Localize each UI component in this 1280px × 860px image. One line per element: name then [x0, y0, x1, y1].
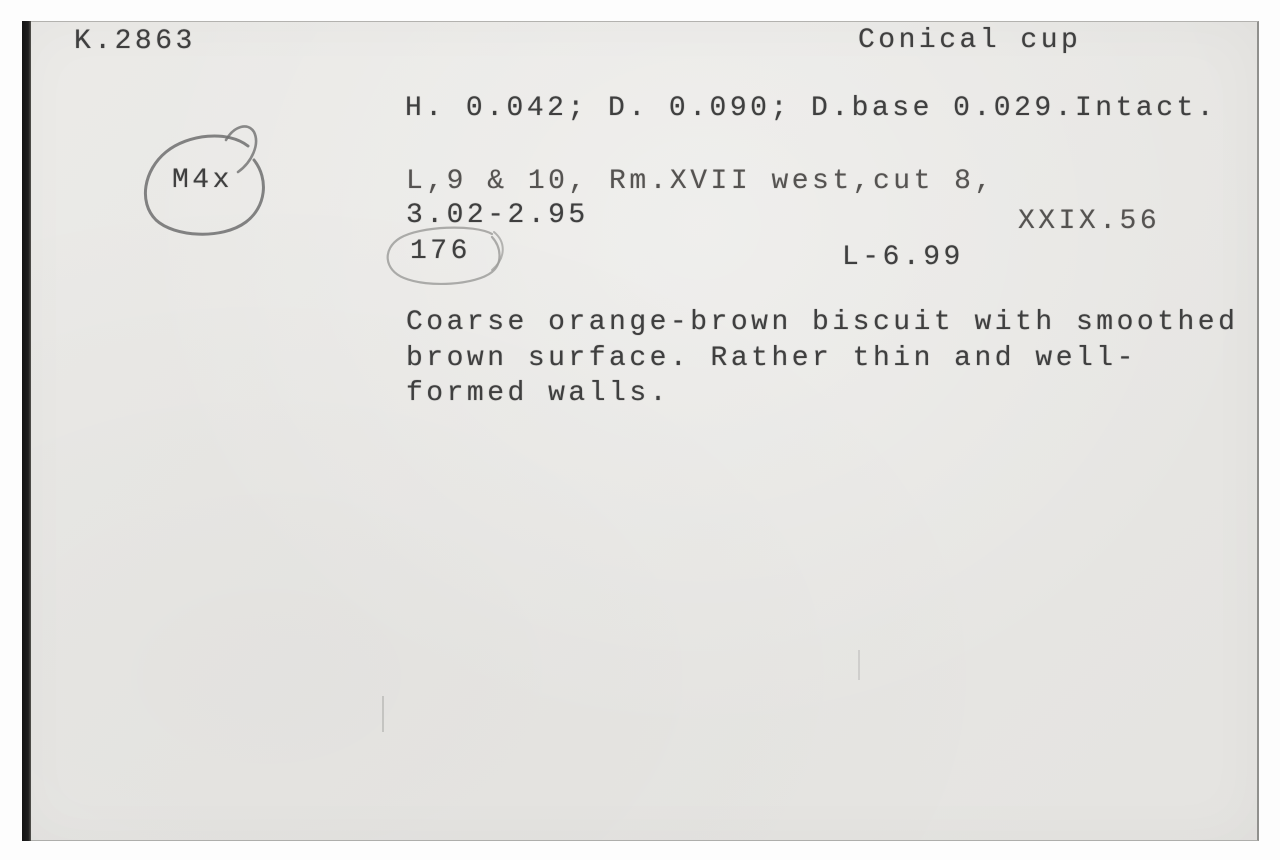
scan-artifact-line-right: [858, 650, 860, 680]
inventory-number-text: 176: [410, 236, 471, 267]
object-title: Conical cup: [858, 25, 1082, 56]
card-left-edge-bar: [22, 21, 31, 841]
index-card-paper: [22, 21, 1259, 841]
findspot-line-2: 3.02-2.95: [406, 200, 589, 231]
plate-reference: XXIX.56: [1018, 206, 1161, 237]
dimensions-line: H. 0.042; D. 0.090; D.base 0.029.Intact.: [405, 93, 1218, 124]
level-reading: L-6.99: [842, 242, 964, 273]
catalog-number: K.2863: [74, 26, 196, 57]
scan-artifact-line-left: [382, 696, 384, 732]
mark-m4x-text: M4x: [172, 165, 233, 196]
description-line-2: brown surface. Rather thin and well-: [406, 343, 1137, 374]
findspot-line-1: L,9 & 10, Rm.XVII west,cut 8,: [406, 166, 995, 197]
description-line-3: formed walls.: [406, 378, 670, 409]
description-line-1: Coarse orange-brown biscuit with smoothed: [406, 307, 1239, 338]
